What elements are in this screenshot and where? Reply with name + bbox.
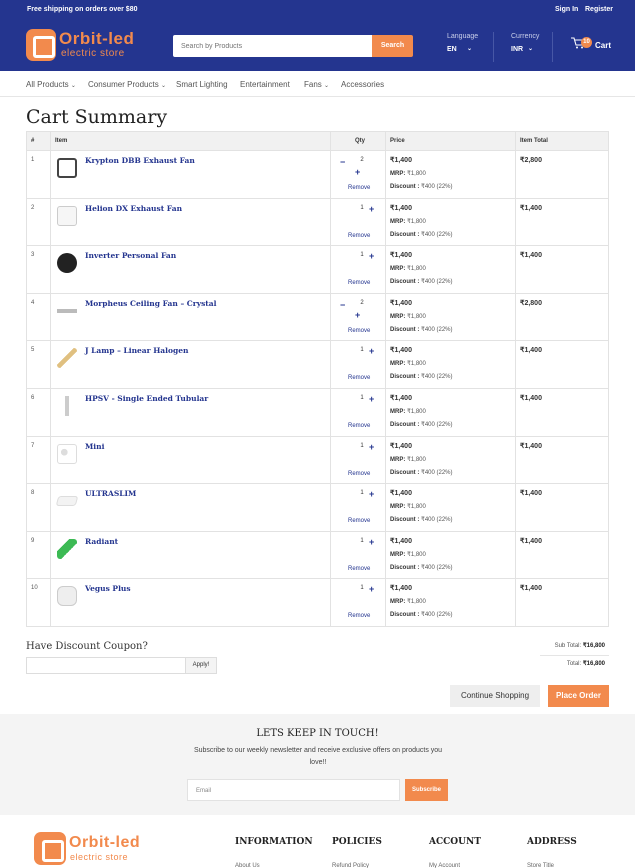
cart-link[interactable]: Cart bbox=[595, 41, 612, 50]
qty-cell bbox=[331, 341, 386, 389]
product-thumbnail[interactable] bbox=[57, 348, 77, 368]
discount: Discount : ₹400 (22%) bbox=[390, 421, 453, 428]
qty-cell bbox=[331, 531, 386, 579]
item-total: ₹1,400 bbox=[520, 490, 542, 498]
newsletter-text: Subscribe to our weekly newsletter and receive exclusive offers on products you love!! bbox=[193, 747, 443, 766]
price-cell bbox=[386, 436, 516, 484]
table-header-row bbox=[27, 132, 609, 151]
qty-cell bbox=[331, 484, 386, 532]
item-cell bbox=[51, 484, 331, 532]
product-name-link[interactable]: Helion DX Exhaust Fan bbox=[85, 203, 183, 213]
discount: Discount : ₹400 (22%) bbox=[390, 612, 453, 619]
footer-brand-name[interactable]: Orbit-led bbox=[69, 834, 141, 851]
item-total-cell bbox=[516, 246, 609, 294]
remove-item-link[interactable]: Remove bbox=[348, 280, 371, 287]
unit-price: ₹1,400 bbox=[390, 347, 412, 355]
chevron-down-icon: ⌄ bbox=[70, 83, 76, 89]
item-total: ₹1,400 bbox=[520, 394, 542, 402]
remove-item-link[interactable]: Remove bbox=[348, 565, 371, 572]
discount: Discount : ₹400 (22%) bbox=[390, 564, 453, 571]
chevron-down-icon[interactable]: ⌄ bbox=[528, 46, 534, 52]
qty-cell bbox=[331, 579, 386, 627]
mrp-price: MRP: ₹1,800 bbox=[390, 456, 426, 463]
currency-select[interactable]: INR bbox=[511, 46, 524, 53]
item-total: ₹1,400 bbox=[520, 442, 542, 450]
item-total: ₹1,400 bbox=[520, 252, 542, 260]
qty-input[interactable]: 2 bbox=[360, 299, 364, 306]
grand-total: Total: ₹16,800 bbox=[566, 661, 605, 667]
remove-item-link[interactable]: Remove bbox=[348, 375, 371, 382]
language-label: Language bbox=[447, 33, 479, 40]
apply-coupon-button[interactable]: Apply! bbox=[185, 657, 217, 674]
mrp-price: MRP: ₹1,800 bbox=[390, 218, 426, 225]
unit-price: ₹1,400 bbox=[390, 394, 412, 402]
row-number: 7 bbox=[27, 436, 51, 484]
mrp-price: MRP: ₹1,800 bbox=[390, 504, 426, 511]
item-total: ₹1,400 bbox=[520, 585, 542, 593]
item-total: ₹2,800 bbox=[520, 299, 542, 307]
table-row bbox=[27, 293, 609, 341]
footer-link-refund[interactable]: Refund Policy bbox=[332, 863, 370, 868]
remove-item-link[interactable]: Remove bbox=[348, 518, 371, 525]
table-row bbox=[27, 388, 609, 436]
qty-cell bbox=[331, 151, 386, 199]
shipping-notice: Free shipping on orders over $80 bbox=[27, 6, 138, 13]
product-thumbnail[interactable] bbox=[57, 301, 77, 321]
place-order-button[interactable]: Place Order bbox=[548, 685, 609, 707]
price-cell bbox=[386, 484, 516, 532]
product-thumbnail[interactable] bbox=[57, 158, 77, 178]
qty-input[interactable]: 1 bbox=[360, 394, 364, 401]
item-cell bbox=[51, 579, 331, 627]
item-total: ₹1,400 bbox=[520, 347, 542, 355]
divider bbox=[540, 655, 609, 656]
search-button[interactable]: Search bbox=[372, 35, 413, 57]
item-total-cell bbox=[516, 341, 609, 389]
table-row bbox=[27, 246, 609, 294]
divider bbox=[552, 32, 553, 62]
chevron-down-icon[interactable]: ⌄ bbox=[467, 46, 473, 52]
unit-price: ₹1,400 bbox=[390, 252, 412, 260]
continue-shopping-button[interactable]: Continue Shopping bbox=[450, 685, 540, 707]
increase-qty-button[interactable]: + bbox=[369, 489, 375, 500]
row-number: 2 bbox=[27, 198, 51, 246]
coupon-input[interactable] bbox=[26, 657, 186, 674]
qty-input[interactable]: 1 bbox=[360, 442, 364, 449]
remove-item-link[interactable]: Remove bbox=[348, 327, 371, 334]
mrp-price: MRP: ₹1,800 bbox=[390, 171, 426, 177]
footer-heading-information: INFORMATION bbox=[235, 837, 313, 847]
col-header-qty: Qty bbox=[331, 132, 386, 151]
item-cell bbox=[51, 293, 331, 341]
increase-qty-button[interactable]: + bbox=[355, 167, 361, 177]
qty-input[interactable]: 1 bbox=[360, 585, 364, 592]
qty-input[interactable]: 1 bbox=[360, 490, 364, 497]
product-name-link[interactable]: Vegus Plus bbox=[85, 584, 131, 594]
product-name-link[interactable]: ULTRASLIM bbox=[85, 489, 137, 499]
unit-price: ₹1,400 bbox=[390, 585, 412, 593]
decrease-qty-button[interactable]: − bbox=[340, 157, 346, 167]
mrp-price: MRP: ₹1,800 bbox=[390, 361, 426, 368]
qty-input[interactable]: 1 bbox=[360, 537, 364, 544]
row-number: 5 bbox=[27, 341, 51, 389]
row-number: 8 bbox=[27, 484, 51, 532]
increase-qty-button[interactable]: + bbox=[369, 346, 375, 357]
chevron-down-icon: ⌄ bbox=[160, 83, 166, 89]
chevron-down-icon: ⌄ bbox=[324, 83, 330, 89]
discount: Discount : ₹400 (22%) bbox=[390, 184, 453, 190]
price-cell bbox=[386, 198, 516, 246]
item-cell bbox=[51, 151, 331, 199]
product-thumbnail[interactable] bbox=[56, 496, 79, 506]
nav-smart-lighting[interactable]: Smart Lighting bbox=[176, 80, 228, 89]
table-row bbox=[27, 484, 609, 532]
discount: Discount : ₹400 (22%) bbox=[390, 326, 453, 333]
item-total-cell bbox=[516, 531, 609, 579]
mrp-price: MRP: ₹1,800 bbox=[390, 551, 426, 558]
item-cell bbox=[51, 341, 331, 389]
register-link[interactable]: Register bbox=[585, 6, 614, 13]
item-total-cell bbox=[516, 484, 609, 532]
item-total: ₹2,800 bbox=[520, 157, 542, 164]
item-total-cell bbox=[516, 388, 609, 436]
qty-cell bbox=[331, 436, 386, 484]
col-header-num: # bbox=[27, 132, 51, 151]
qty-input[interactable]: 1 bbox=[360, 252, 364, 259]
footer-heading-account: ACCOUNT bbox=[429, 837, 481, 847]
increase-qty-button[interactable]: + bbox=[369, 393, 375, 404]
product-name-link[interactable]: J Lamp – Linear Halogen bbox=[85, 346, 189, 356]
product-thumbnail[interactable] bbox=[57, 206, 77, 226]
price-cell bbox=[386, 579, 516, 627]
nav-fans[interactable]: Fans ⌄ bbox=[304, 80, 330, 89]
currency-label: Currency bbox=[511, 33, 540, 40]
remove-item-link[interactable]: Remove bbox=[348, 470, 371, 477]
language-select[interactable]: EN bbox=[447, 46, 457, 53]
logo-icon[interactable] bbox=[34, 832, 66, 865]
remove-item-link[interactable]: Remove bbox=[348, 422, 371, 429]
product-name-link[interactable]: Krypton DBB Exhaust Fan bbox=[85, 156, 195, 165]
product-name-link[interactable]: HPSV - Single Ended Tubular bbox=[85, 393, 209, 403]
item-total-cell bbox=[516, 579, 609, 627]
product-name-link[interactable]: Morpheus Ceiling Fan – Crystal bbox=[85, 298, 217, 308]
item-cell bbox=[51, 198, 331, 246]
footer-link-about[interactable]: About Us bbox=[235, 863, 260, 868]
table-row bbox=[27, 341, 609, 389]
row-number: 6 bbox=[27, 388, 51, 436]
qty-cell bbox=[331, 293, 386, 341]
discount: Discount : ₹400 (22%) bbox=[390, 517, 453, 524]
nav-accessories[interactable]: Accessories bbox=[341, 80, 385, 89]
main-nav bbox=[0, 71, 635, 97]
remove-item-link[interactable]: Remove bbox=[348, 232, 371, 239]
table-row bbox=[27, 436, 609, 484]
qty-input[interactable]: 1 bbox=[360, 347, 364, 354]
remove-item-link[interactable]: Remove bbox=[348, 185, 371, 191]
discount: Discount : ₹400 (22%) bbox=[390, 279, 453, 286]
sign-in-link[interactable]: Sign In bbox=[555, 6, 579, 13]
unit-price: ₹1,400 bbox=[390, 204, 412, 212]
increase-qty-button[interactable]: + bbox=[369, 441, 375, 452]
mrp-price: MRP: ₹1,800 bbox=[390, 266, 426, 273]
subtotal: Sub Total: ₹16,800 bbox=[554, 643, 605, 649]
unit-price: ₹1,400 bbox=[390, 299, 412, 307]
footer-heading-address: ADDRESS bbox=[527, 837, 577, 847]
nav-entertainment[interactable]: Entertainment bbox=[240, 80, 290, 89]
row-number: 3 bbox=[27, 246, 51, 294]
table-row bbox=[27, 531, 609, 579]
search-input[interactable] bbox=[173, 35, 373, 57]
price-cell bbox=[386, 293, 516, 341]
footer-link-my-account[interactable]: My Account bbox=[429, 863, 461, 868]
row-number: 10 bbox=[27, 579, 51, 627]
item-total: ₹1,400 bbox=[520, 537, 542, 545]
discount: Discount : ₹400 (22%) bbox=[390, 231, 453, 238]
item-cell bbox=[51, 436, 331, 484]
product-thumbnail[interactable] bbox=[57, 444, 77, 464]
price-cell bbox=[386, 388, 516, 436]
product-thumbnail[interactable] bbox=[57, 253, 77, 273]
footer-heading-policies: POLICIES bbox=[332, 837, 382, 847]
header bbox=[0, 20, 635, 71]
mrp-price: MRP: ₹1,800 bbox=[390, 408, 426, 415]
table-row bbox=[27, 198, 609, 246]
divider bbox=[493, 32, 494, 62]
price-cell bbox=[386, 246, 516, 294]
brand-name[interactable]: Orbit-led bbox=[59, 29, 135, 48]
nav-consumer-products[interactable]: Consumer Products ⌄ bbox=[88, 80, 166, 89]
cart-table bbox=[26, 131, 609, 627]
price-cell bbox=[386, 151, 516, 199]
cart-count-badge: 10 bbox=[581, 37, 592, 48]
price-cell bbox=[386, 341, 516, 389]
row-number: 4 bbox=[27, 293, 51, 341]
item-total: ₹1,400 bbox=[520, 204, 542, 212]
product-name-link[interactable]: Radiant bbox=[85, 536, 119, 546]
qty-input[interactable]: 1 bbox=[360, 204, 364, 211]
newsletter-email-input[interactable]: Email bbox=[187, 779, 400, 801]
price-cell bbox=[386, 531, 516, 579]
product-thumbnail[interactable] bbox=[57, 539, 77, 559]
product-name-link[interactable]: Mini bbox=[85, 441, 105, 451]
qty-input[interactable]: 2 bbox=[360, 157, 364, 163]
footer bbox=[0, 815, 635, 868]
row-number: 9 bbox=[27, 531, 51, 579]
col-header-item: Item bbox=[51, 132, 331, 151]
increase-qty-button[interactable]: + bbox=[355, 309, 361, 320]
discount: Discount : ₹400 (22%) bbox=[390, 374, 453, 381]
item-cell bbox=[51, 531, 331, 579]
item-total-cell bbox=[516, 151, 609, 199]
table-row bbox=[27, 151, 609, 199]
coupon-title: Have Discount Coupon? bbox=[26, 641, 148, 652]
product-thumbnail[interactable] bbox=[57, 396, 77, 416]
item-total-cell bbox=[516, 293, 609, 341]
product-thumbnail[interactable] bbox=[57, 586, 77, 606]
unit-price: ₹1,400 bbox=[390, 537, 412, 545]
nav-all-products[interactable]: All Products ⌄ bbox=[26, 80, 76, 89]
top-bar bbox=[0, 0, 635, 20]
footer-link-store[interactable]: Store Title bbox=[527, 863, 555, 868]
increase-qty-button[interactable]: + bbox=[369, 203, 375, 214]
page-title: Cart Summary bbox=[26, 106, 168, 128]
item-total-cell bbox=[516, 198, 609, 246]
qty-cell bbox=[331, 388, 386, 436]
increase-qty-button[interactable]: + bbox=[369, 536, 375, 547]
qty-cell bbox=[331, 246, 386, 294]
unit-price: ₹1,400 bbox=[390, 442, 412, 450]
item-cell bbox=[51, 246, 331, 294]
qty-cell bbox=[331, 198, 386, 246]
footer-brand-tagline: electric store bbox=[70, 852, 129, 862]
mrp-price: MRP: ₹1,800 bbox=[390, 313, 426, 320]
subscribe-button[interactable]: Subscribe bbox=[405, 779, 448, 801]
increase-qty-button[interactable]: + bbox=[369, 251, 375, 262]
table-row bbox=[27, 579, 609, 627]
discount: Discount : ₹400 (22%) bbox=[390, 469, 453, 476]
remove-item-link[interactable]: Remove bbox=[348, 613, 371, 620]
unit-price: ₹1,400 bbox=[390, 490, 412, 498]
newsletter-section bbox=[0, 714, 635, 815]
increase-qty-button[interactable]: + bbox=[369, 584, 375, 595]
row-number: 1 bbox=[27, 151, 51, 199]
col-header-total: Item Total bbox=[516, 132, 609, 151]
item-cell bbox=[51, 388, 331, 436]
logo-icon[interactable] bbox=[26, 29, 56, 61]
newsletter-title: LETS KEEP IN TOUCH! bbox=[256, 728, 379, 739]
mrp-price: MRP: ₹1,800 bbox=[390, 599, 426, 606]
item-total-cell bbox=[516, 436, 609, 484]
unit-price: ₹1,400 bbox=[390, 157, 412, 164]
product-name-link[interactable]: Inverter Personal Fan bbox=[85, 251, 177, 261]
col-header-price: Price bbox=[386, 132, 516, 151]
decrease-qty-button[interactable]: − bbox=[340, 299, 346, 310]
brand-tagline: electric store bbox=[61, 48, 125, 59]
